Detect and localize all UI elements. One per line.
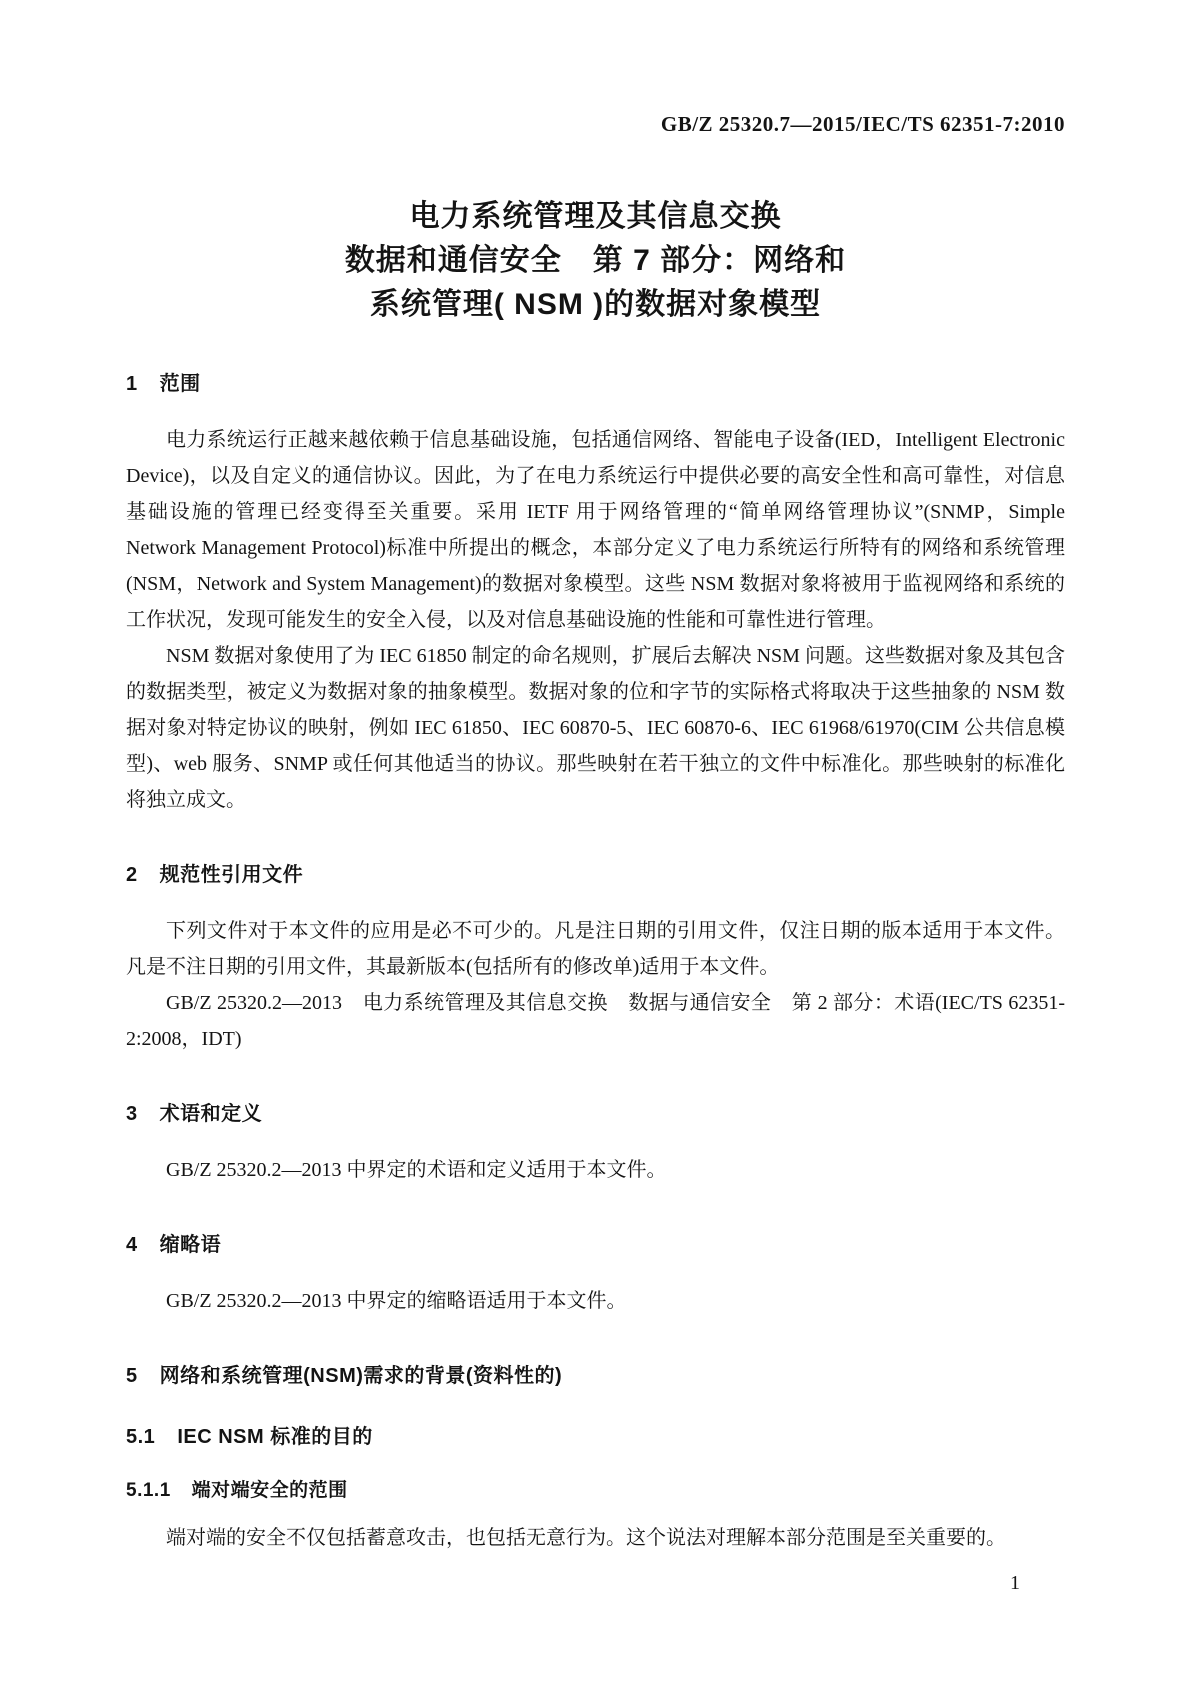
- clause-4-heading: [126, 1228, 1065, 1257]
- doc-title: [126, 195, 1065, 327]
- clause-5-heading: [126, 1359, 1065, 1388]
- normative-reference: GB/Z 25320.2—2013 电力系统管理及其信息交换 数据与通信安全 第 2 部分：术语(IEC/TS 62351-2:2008，IDT): [126, 992, 1065, 1050]
- clause-number: 5: [126, 1365, 138, 1387]
- clause-title: 术语和定义: [159, 1103, 263, 1125]
- paragraph: 下列文件对于本文件的应用是必不可少的。凡是注日期的引用文件，仅注日期的版本适用于本文件。凡是不注日期的引用文件，其最新版本(包括所有的修改单)适用于本文件。: [126, 920, 1065, 978]
- clause-title: IEC NSM 标准的目的: [177, 1426, 373, 1448]
- doc-code: GB/Z 25320.7—2015/IEC/TS 62351-7:2010: [660, 112, 1065, 136]
- paragraph: GB/Z 25320.2—2013 中界定的术语和定义适用于本文件。: [166, 1159, 667, 1181]
- clause-title: 范围: [159, 373, 201, 395]
- paragraph: 端对端的安全不仅包括蓄意攻击，也包括无意行为。这个说法对理解本部分范围是至关重要的。: [166, 1527, 1006, 1549]
- paragraph: 电力系统运行正越来越依赖于信息基础设施，包括通信网络、智能电子设备(IED，Intelligent Electronic Device)，以及自定义的通信协议。因此，为了在电力系统运行中提供必要的高安全性和高可靠性，对信息基础设施的管理已经变得至关重要。采用 IETF 用于网络管理的“简单网络管理协议”(SNMP，Simple Network Management Protocol)标准中所提出的概念，本部分定义了电力系统运行所特有的网络和系统管理(NSM，Network and System Management)的数据对象模型。这些 NSM 数据对象将被用于监视网络和系统的工作状况，发现可能发生的安全入侵，以及对信息基础设施的性能和可靠性进行管理。: [126, 429, 1065, 631]
- doc-title-line-3: 系统管理( NSM )的数据对象模型: [369, 288, 822, 321]
- paragraph: GB/Z 25320.2—2013 中界定的缩略语适用于本文件。: [166, 1290, 627, 1312]
- doc-title-line-2: 数据和通信安全 第 7 部分：网络和: [344, 244, 847, 277]
- clause-1-heading: [126, 367, 1065, 396]
- clause-title: 端对端安全的范围: [191, 1480, 348, 1501]
- clause-title: 网络和系统管理(NSM)需求的背景(资料性的): [159, 1365, 563, 1387]
- clause-5-1-1-heading: [126, 1475, 1065, 1502]
- clause-3-heading: [126, 1097, 1065, 1126]
- page-content: [126, 0, 1065, 1595]
- doc-title-line-1: 电力系统管理及其信息交换: [409, 200, 782, 233]
- clause-5-1-heading: [126, 1420, 1065, 1449]
- clause-number: 5.1: [126, 1426, 156, 1448]
- clause-number: 4: [126, 1234, 138, 1256]
- paragraph: NSM 数据对象使用了为 IEC 61850 制定的命名规则，扩展后去解决 NSM 问题。这些数据对象及其包含的数据类型，被定义为数据对象的抽象模型。数据对象的位和字节的实际格式将取决于这些抽象的 NSM 数据对象对特定协议的映射，例如 IEC 61850、IEC 60870-5、IEC 60870-6、IEC 61968/61970(CIM 公共信息模型)、web 服务、SNMP 或任何其他适当的协议。那些映射在若干独立的文件中标准化。那些映射的标准化将独立成文。: [126, 645, 1065, 811]
- clause-title: 规范性引用文件: [159, 864, 304, 886]
- clause-title: 缩略语: [159, 1234, 222, 1256]
- clause-number: 3: [126, 1103, 138, 1125]
- clause-number: 5.1.1: [126, 1480, 171, 1501]
- clause-2-heading: [126, 858, 1065, 887]
- page-number: 1: [1010, 1572, 1020, 1594]
- clause-number: 2: [126, 864, 138, 886]
- clause-number: 1: [126, 373, 138, 395]
